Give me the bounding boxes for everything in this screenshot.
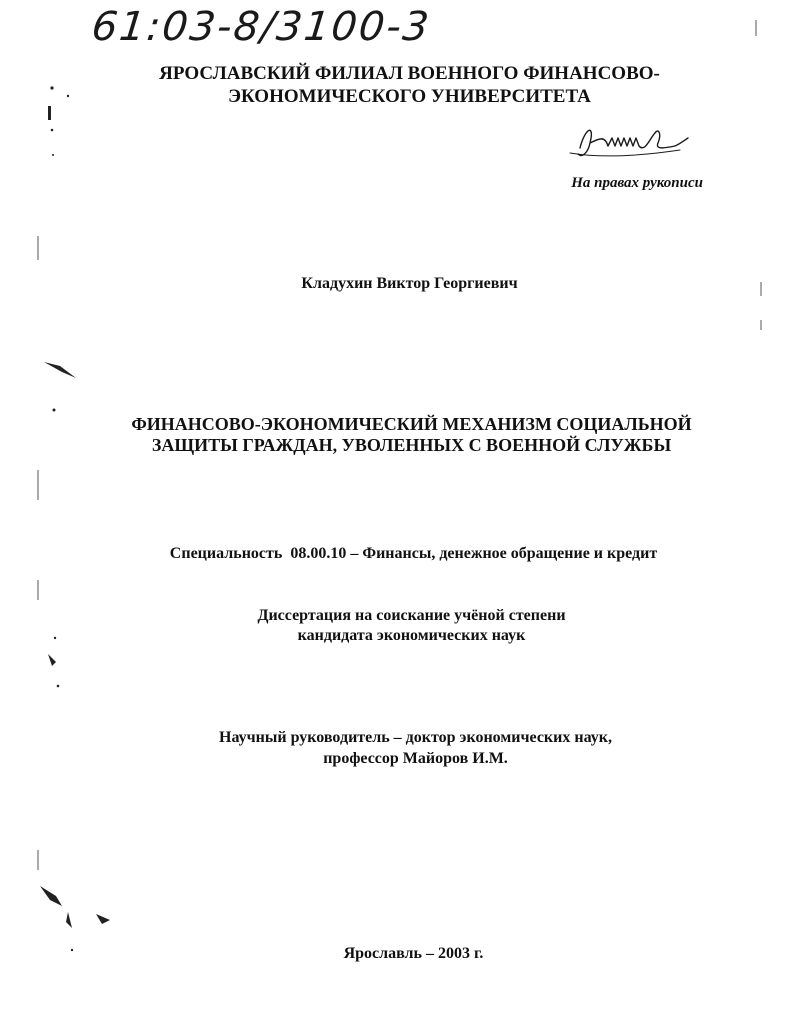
institution-name xyxy=(10,62,799,108)
supervisor-line-1: Научный руководитель – доктор экономических наук, xyxy=(219,729,612,746)
supervisor-info xyxy=(16,727,799,769)
thesis-title-line-1: ФИНАНСОВО-ЭКОНОМИЧЕСКИЙ МЕХАНИЗМ СОЦИАЛЬНОЙ xyxy=(131,414,692,434)
degree-line-1: Диссертация на соискание учёной степени xyxy=(257,607,566,624)
signature-image xyxy=(560,108,710,178)
thesis-title xyxy=(12,414,799,456)
specialty-line: Специальность 08.00.10 – Финансы, денежное обращение и кредит xyxy=(169,545,658,562)
supervisor-line-2: профессор Майоров И.М. xyxy=(323,750,508,767)
institution-line-1: ЯРОСЛАВСКИЙ ФИЛИАЛ ВОЕННОГО ФИНАНСОВО- xyxy=(159,63,660,84)
thesis-title-line-2: ЗАЩИТЫ ГРАЖДАН, УВОЛЕННЫХ С ВОЕННОЙ СЛУЖБЫ xyxy=(151,435,672,455)
degree-line-2: кандидата экономических наук xyxy=(297,627,526,644)
degree-statement xyxy=(12,606,799,646)
manuscript-note: На правах рукописи xyxy=(571,175,703,191)
institution-line-2: ЭКОНОМИЧЕСКОГО УНИВЕРСИТЕТА xyxy=(228,86,591,107)
archive-code-handwritten: 61:03-8/3100-3 xyxy=(89,4,433,50)
author-name: Кладухин Виктор Георгиевич xyxy=(301,275,518,292)
city-year: Ярославль – 2003 г. xyxy=(343,945,484,962)
